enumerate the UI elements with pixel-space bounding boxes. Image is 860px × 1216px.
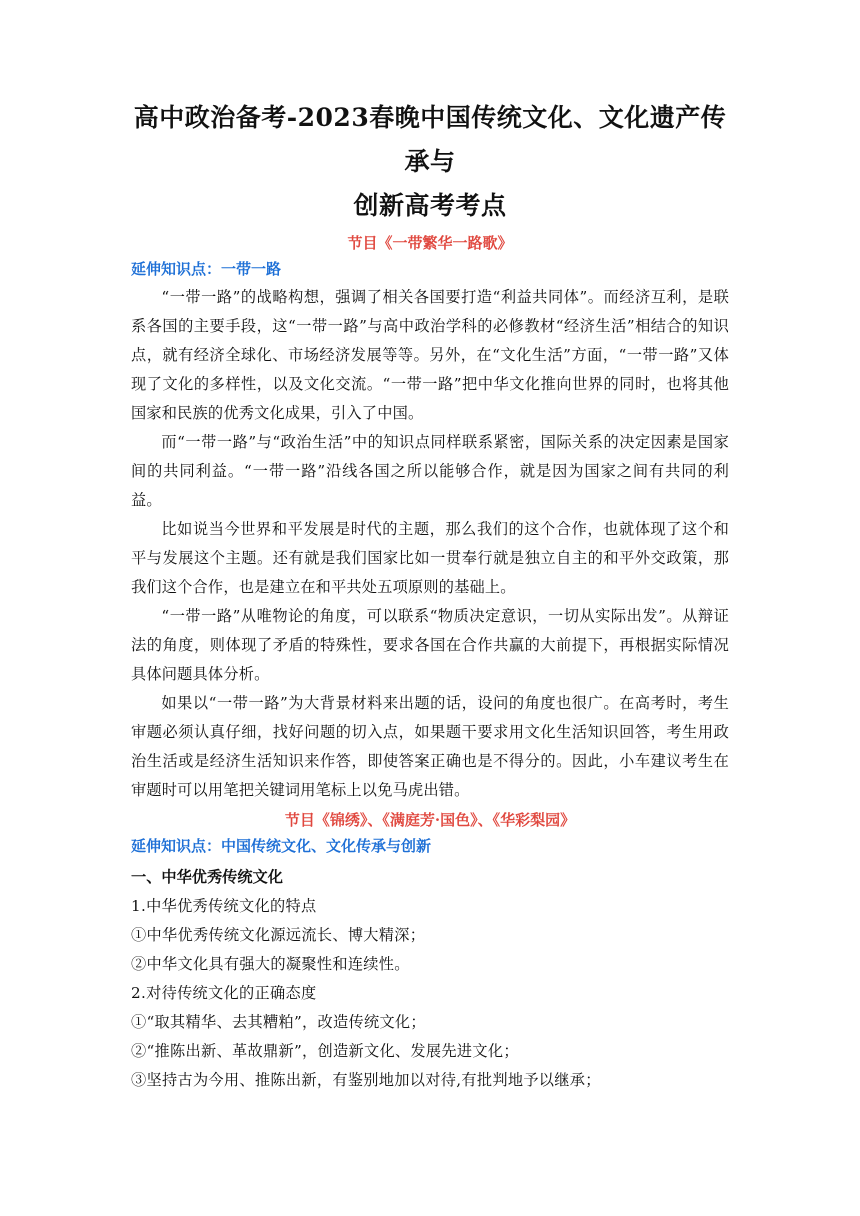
- document-body: [131, 96, 729, 1095]
- paragraph-5: 如果以“一带一路”为大背景材料来出题的话，设问的角度也很广。在高考时，考生审题必须认真仔细，找好问题的切入点，如果题干要求用文化生活知识回答，考生用政治生活或是经济生活知识来作答，即使答案正确也是不得分的。因此，小车建议考生在审题时可以用笔把关键词用笔标上以免马虎出错。: [131, 694, 729, 799]
- knowledge-point-heading-2: 延伸知识点：中国传统文化、文化传承与创新: [131, 837, 432, 855]
- section-heading-1: 一、中华优秀传统文化: [131, 868, 283, 886]
- list-line-5: ①“取其精华、去其糟粕”，改造传统文化；: [131, 1013, 426, 1031]
- knowledge-point-heading-1: 延伸知识点：一带一路: [131, 260, 282, 278]
- program-heading-1: 节目《一带繁华一路歌》: [347, 234, 513, 252]
- title-line-1: 高中政治备考-2023春晚中国传统文化、文化遗产传承与: [133, 103, 727, 176]
- document-title: [131, 96, 729, 228]
- paragraph-4: “一带一路”从唯物论的角度，可以联系“物质决定意识，一切从实际出发”。从辩证法的角度，则体现了矛盾的特殊性，要求各国在合作共赢的大前提下，再根据实际情况具体问题具体分析。: [131, 607, 729, 683]
- paragraph-2: 而“一带一路”与“政治生活”中的知识点同样联系紧密，国际关系的决定因素是国家间的共同利益。“一带一路”沿线各国之所以能够合作，就是因为国家之间有共同的利益。: [131, 433, 729, 509]
- list-line-4: 2.对待传统文化的正确态度: [131, 984, 317, 1002]
- program-heading-2: 节目《锦绣》、《满庭芳·国色》、《华彩梨园》: [284, 811, 576, 829]
- list-line-7: ③坚持古为今用、推陈出新，有鉴别地加以对待,有批判地予以继承；: [131, 1071, 601, 1089]
- title-line-2: 创新高考考点: [353, 191, 507, 220]
- list-line-6: ②“推陈出新、革故鼎新”，创造新文化、发展先进文化；: [131, 1042, 519, 1060]
- paragraph-1: “一带一路”的战略构想，强调了相关各国要打造“利益共同体”。而经济互利，是联系各国的主要手段，这“一带一路”与高中政治学科的必修教材“经济生活”相结合的知识点，就有经济全球化、市场经济发展等等。另外，在“文化生活”方面，“一带一路”又体现了文化的多样性，以及文化交流。“一带一路”把中华文化推向世界的同时，也将其他国家和民族的优秀文化成果，引入了中国。: [131, 288, 729, 422]
- list-line-2: ①中华优秀传统文化源远流长、博大精深；: [131, 926, 426, 944]
- list-line-3: ②中华文化具有强大的凝聚性和连续性。: [131, 955, 410, 973]
- paragraph-3: 比如说当今世界和平发展是时代的主题，那么我们的这个合作，也就体现了这个和平与发展这个主题。还有就是我们国家比如一贯奉行就是独立自主的和平外交政策，那我们这个合作，也是建立在和平共处五项原则的基础上。: [131, 520, 729, 596]
- list-line-1: 1.中华优秀传统文化的特点: [131, 897, 317, 915]
